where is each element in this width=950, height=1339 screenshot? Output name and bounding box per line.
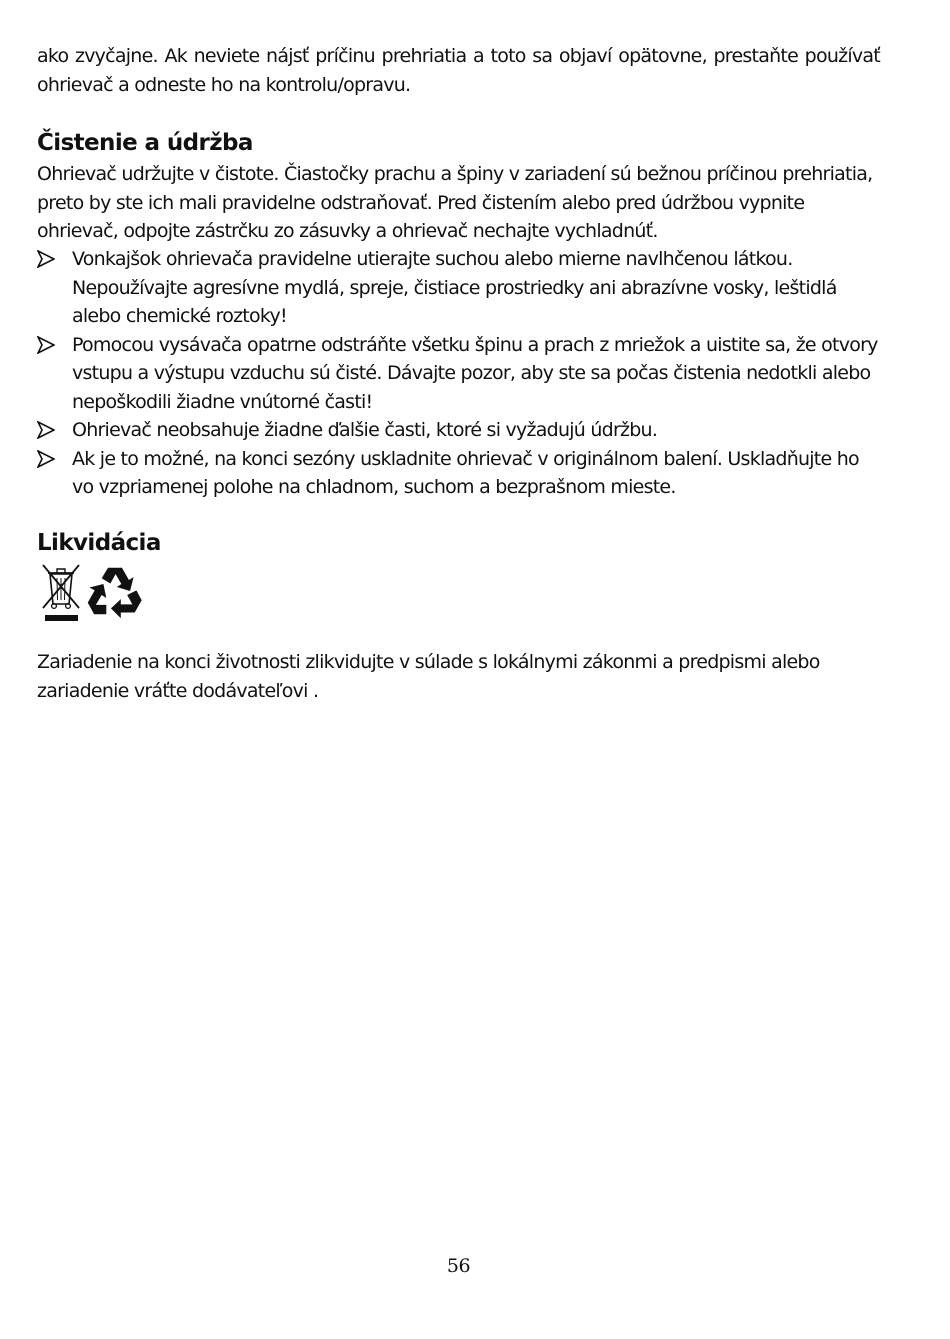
disposal-heading: Likvidácia: [37, 530, 161, 556]
weee-crossed-bin-icon: [40, 562, 82, 624]
arrowhead-bullet-icon: [37, 336, 55, 354]
list-item-text: Vonkajšok ohrievača pravidelne utierajte suchou alebo mierne navlhčenou látkou. Nepoužívajte agresívne mydlá, spreje, čistiace prostriedky ani abrazívne vosky, leštidlá alebo chemické roztoky!: [72, 248, 837, 327]
list-item-text: Ohrievač neobsahuje žiadne ďalšie časti, ktoré si vyžadujú údržbu.: [72, 419, 658, 441]
recycle-icon: [85, 562, 145, 620]
arrowhead-bullet-icon: [37, 450, 55, 468]
list-item: [37, 331, 880, 417]
cleaning-list: [37, 245, 880, 502]
arrowhead-bullet-icon: [37, 421, 55, 439]
list-item: [37, 445, 880, 502]
list-item: [37, 416, 880, 445]
cleaning-paragraph: Ohrievač udržujte v čistote. Čiastočky prachu a špiny v zariadení sú bežnou príčinou prehriatia, preto by ste ich mali pravidelne odstraňovať. Pred čistením alebo pred údržbou vypnite ohrievač, odpojte zástrčku zo zásuvky a ohrievač nechajte vychladnúť.: [37, 163, 873, 242]
list-item-text: Pomocou vysávača opatrne odstráňte všetku špinu a prach z mriežok a uistite sa, že otvory vstupu a výstupu vzduchu sú čisté. Dávajte pozor, aby ste sa počas čistenia nedotkli alebo nepoškodili žiadne vnútorné časti!: [72, 333, 878, 413]
arrowhead-bullet-icon: [37, 250, 55, 268]
disposal-paragraph: Zariadenie na konci životnosti zlikvidujte v súlade s lokálnymi zákonmi a predpismi alebo zariadenie vráťte dodávateľovi .: [37, 651, 820, 702]
document-page: [37, 0, 880, 1339]
cleaning-heading: Čistenie a údržba: [37, 130, 253, 156]
page-number: 56: [446, 1255, 471, 1277]
disposal-symbols: [37, 562, 147, 624]
list-item: [37, 245, 880, 331]
intro-paragraph: ako zvyčajne. Ak neviete nájsť príčinu prehriatia a toto sa objaví opätovne, prestaňte používať ohrievač a odneste ho na kontrolu/opravu.: [37, 45, 880, 96]
list-item-text: Ak je to možné, na konci sezóny uskladnite ohrievač v originálnom balení. Uskladňujte ho vo vzpriamenej polohe na chladnom, suchom a bezprašnom mieste.: [72, 447, 859, 498]
